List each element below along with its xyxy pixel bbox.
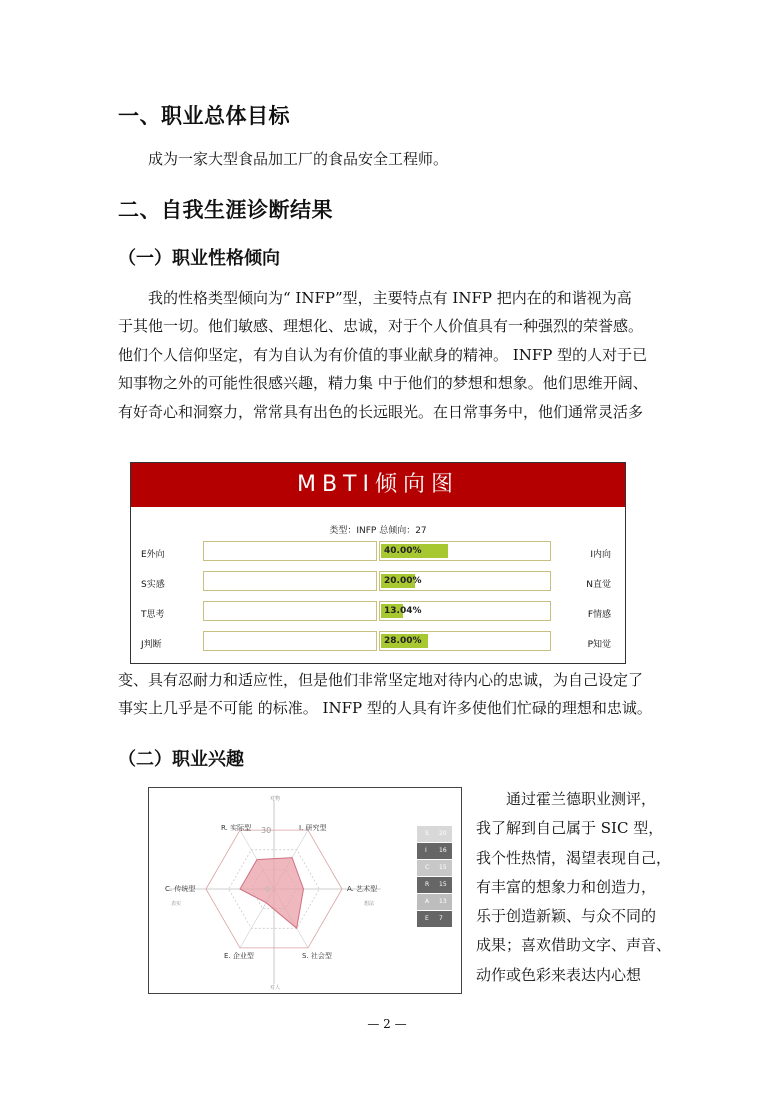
radar-legend-key: S [425,830,429,837]
mbti-left-bar [203,601,377,621]
mbti-chart [130,462,626,664]
mbti-left-label: E外向 [141,550,165,560]
mbti-right-bar [379,601,551,621]
mbti-right-label: I内向 [590,550,611,560]
radar-legend-value: 13 [439,898,447,905]
radar-outer-label: 想法 [364,901,375,907]
section-2-title: 二、自我生涯诊断结果 [118,198,333,222]
radar-legend-key: I [425,847,427,854]
radar-axis-label: A. 艺术型 [347,885,378,893]
mbti-row [131,631,625,653]
mbti-right-bar [379,631,551,651]
radar-legend-item [417,843,452,859]
radar-tick-max: 30 [261,826,272,835]
mbti-left-label: T思考 [141,610,165,620]
mbti-right-label: P知觉 [587,640,611,650]
radar-legend-item [417,911,452,927]
mbti-left-bar [203,541,377,561]
mbti-right-label: F情感 [587,610,611,620]
radar-outer-label: 对物 [270,796,281,802]
mbti-row [131,571,625,593]
radar-legend-value: 15 [439,881,447,888]
radar-axis-label: E. 企业型 [224,952,254,960]
radar-legend-item [417,894,452,910]
mbti-percent: 13.04% [384,606,422,616]
mbti-row [131,601,625,623]
radar-legend-value: 16 [439,847,447,854]
mbti-right-label: N直觉 [586,580,611,590]
radar-axis-label: C. 传统型 [165,885,196,893]
radar-axis-label: I. 研究型 [299,824,327,832]
subsection-interest-title: （二）职业兴趣 [118,749,244,770]
mbti-right-bar [379,571,551,591]
radar-data-area [240,858,304,929]
radar-legend-value: 7 [439,915,443,922]
mbti-percent: 28.00% [384,636,422,646]
radar-legend-value: 15 [439,864,447,871]
radar-legend-key: R [425,881,430,888]
interest-paragraph: 通过霍兰德职业测评， 我了解到自己属于 SIC 型， 我个性热情，渴望表现自己， 有丰富的想象力和创造力， 乐于创造新颖、与众不同的 成果；喜欢借助文字、声音、 动作或色彩来表达内心想 [476,790,672,984]
mbti-left-label: S实感 [141,580,165,590]
personality-paragraph: 我的性格类型倾向为“ INFP”型，主要特点有 INFP 把内在的和谐视为高 于其他一切。他们敏感、理想化、忠诚，对于个人价值具有一种强烈的荣誉感。 他们个人信仰坚定，有为自认为有价值的事业献身的精神。 INFP 型的人对于已 知事物之外的可能性很感兴趣，精力集 中于他们的梦想和想象。他们思维开阔、 有好奇心和洞察力，常常具有出色的长远眼光。在日常事务中，他们通常灵活多 [118,289,648,421]
holland-radar-chart [148,787,462,994]
radar-outer-label: 表实 [171,901,182,907]
mbti-subtitle: 类型：INFP 总倾向：27 [329,526,427,536]
subsection-personality-title: （一）职业性格倾向 [118,248,280,269]
radar-legend-item [417,877,452,893]
radar-axis-label: S. 社会型 [302,952,332,960]
mbti-left-bar [203,631,377,651]
radar-axis-label: R. 实际型 [221,824,252,832]
radar-legend-key: A [425,898,430,905]
mbti-left-label: J判断 [141,640,162,650]
mbti-percent: 20.00% [384,576,422,586]
section-1-text: 成为一家大型食品加工厂的食品安全工程师。 [148,150,449,168]
radar-legend-key: E [425,915,429,922]
personality-paragraph-continued: 变、具有忍耐力和适应性，但是他们非常坚定地对待内心的忠诚，为自己设定了 事实上几乎是不可能 的标准。 INFP 型的人具有许多使他们忙碌的理想和忠诚。 [118,671,652,718]
mbti-row [131,541,625,563]
mbti-right-bar [379,541,551,561]
radar-legend-item [417,826,452,842]
radar-legend-item [417,860,452,876]
mbti-percent: 40.00% [384,546,422,556]
radar-tick-zero: 0 [265,885,271,894]
radar-legend-key: C [425,864,430,871]
mbti-left-bar [203,571,377,591]
section-1-title: 一、职业总体目标 [118,104,290,128]
page-number: — 2 — [367,1017,407,1031]
radar-legend-value: 20 [439,830,447,837]
radar-outer-label: 对人 [270,985,281,991]
radar-svg [149,788,461,993]
mbti-title: MBTI倾向图 [131,463,625,507]
